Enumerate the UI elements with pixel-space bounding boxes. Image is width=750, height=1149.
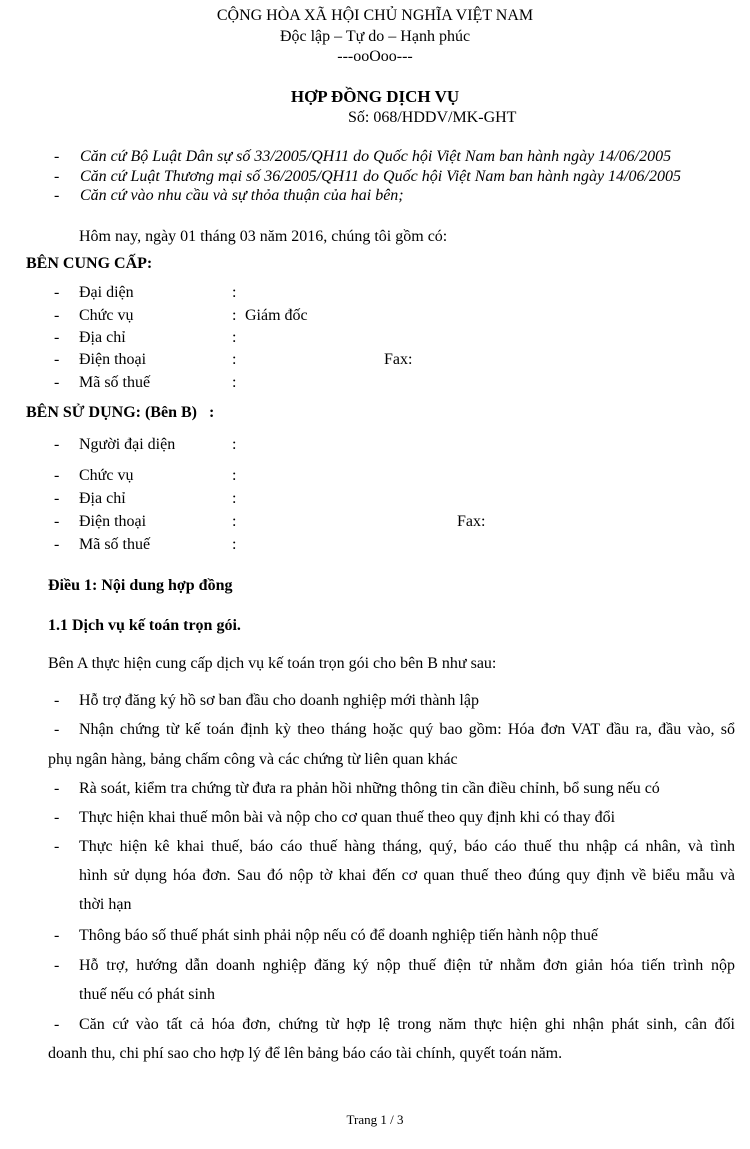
field-colon: : <box>232 351 237 368</box>
section-heading: 1.1 Dịch vụ kế toán trọn gói. <box>48 617 241 634</box>
field-label: Chức vụ <box>79 467 134 484</box>
list-item: Thực hiện kê khai thuế, báo cáo thuế hàng tháng, quý, báo cáo thuế thu nhập cá nhân, và tình <box>79 838 735 855</box>
bullet-dash: - <box>54 307 60 324</box>
basis-item: Căn cứ Bộ Luật Dân sự số 33/2005/QH11 do Quốc hội Việt Nam ban hành ngày 14/06/2005 <box>80 148 672 165</box>
field-label: Điện thoại <box>79 351 147 368</box>
contract-title: HỢP ĐỒNG DỊCH VỤ <box>290 87 460 106</box>
field-label: Mã số thuế <box>79 536 151 553</box>
bullet-dash: - <box>54 780 60 797</box>
bullet-dash: - <box>54 329 60 346</box>
basis-item: Căn cứ Luật Thương mại số 36/2005/QH11 do Quốc hội Việt Nam ban hành ngày 14/06/2005 <box>80 168 681 185</box>
list-item-continuation: thời hạn <box>79 896 132 913</box>
field-colon: : <box>232 467 237 484</box>
list-item: Hỗ trợ, hướng dẫn doanh nghiệp đăng ký nộp thuế điện tử nhằm đơn giản hóa tiến trình nộp <box>79 957 735 974</box>
list-item: Thực hiện khai thuế môn bài và nộp cho cơ quan thuế theo quy định khi có thay đổi <box>79 809 616 826</box>
fax-label: Fax: <box>457 513 486 530</box>
field-label: Mã số thuế <box>79 374 151 391</box>
field-colon: : <box>232 329 237 346</box>
bullet-dash: - <box>54 809 60 826</box>
bullet-dash: - <box>54 721 60 738</box>
field-colon: : <box>232 307 237 324</box>
ornament: ---ooOoo--- <box>337 48 413 65</box>
article-heading: Điều 1: Nội dung hợp đồng <box>48 577 233 594</box>
list-item: Rà soát, kiểm tra chứng từ đưa ra phản hồi những thông tin cần điều chỉnh, bổ sung nếu có <box>79 780 660 797</box>
bullet-dash: - <box>54 374 60 391</box>
bullet-dash: - <box>54 838 60 855</box>
field-colon: : <box>232 536 237 553</box>
field-label: Chức vụ <box>79 307 134 324</box>
list-item: Thông báo số thuế phát sinh phải nộp nếu có để doanh nghiệp tiến hành nộp thuế <box>79 927 599 944</box>
bullet-dash: - <box>54 187 60 204</box>
list-item-continuation: thuế nếu có phát sinh <box>79 986 215 1003</box>
page-number: Trang 1 / 3 <box>346 1112 404 1127</box>
field-label: Điện thoại <box>79 513 147 530</box>
list-item: Căn cứ vào tất cả hóa đơn, chứng từ hợp lệ trong năm thực hiện ghi nhận phát sinh, cân đối <box>79 1016 735 1033</box>
bullet-dash: - <box>54 168 60 185</box>
bullet-dash: - <box>54 513 60 530</box>
bullet-dash: - <box>54 436 60 453</box>
party-a-heading: BÊN CUNG CẤP: <box>26 255 153 272</box>
bullet-dash: - <box>54 692 60 709</box>
field-label: Đại diện <box>79 284 134 301</box>
bullet-dash: - <box>54 1016 60 1033</box>
list-item-continuation: phụ ngân hàng, bảng chấm công và các chứng từ liên quan khác <box>48 751 458 768</box>
field-label: Địa chỉ <box>79 490 126 507</box>
intro-text: Hôm nay, ngày 01 tháng 03 năm 2016, chúng tôi gồm có: <box>79 228 448 245</box>
party-b-heading: BÊN SỬ DỤNG: (Bên B) : <box>26 404 215 421</box>
bullet-dash: - <box>54 467 60 484</box>
bullet-dash: - <box>54 536 60 553</box>
list-item: Hỗ trợ đăng ký hồ sơ ban đầu cho doanh nghiệp mới thành lập <box>79 692 479 709</box>
field-colon: : <box>232 436 237 453</box>
list-item: Nhận chứng từ kế toán định kỳ theo tháng hoặc quý bao gồm: Hóa đơn VAT đầu ra, đầu vào, sổ <box>79 721 735 738</box>
motto: Độc lập – Tự do – Hạnh phúc <box>279 28 471 45</box>
fax-label: Fax: <box>384 351 413 368</box>
bullet-dash: - <box>54 490 60 507</box>
section-lead: Bên A thực hiện cung cấp dịch vụ kế toán trọn gói cho bên B như sau: <box>48 655 497 672</box>
bullet-dash: - <box>54 284 60 301</box>
field-colon: : <box>232 490 237 507</box>
contract-number: Số: 068/HDDV/MK-GHT <box>348 109 517 126</box>
field-colon: : <box>232 284 237 301</box>
bullet-dash: - <box>54 927 60 944</box>
basis-item: Căn cứ vào nhu cầu và sự thỏa thuận của hai bên; <box>80 187 404 204</box>
field-value: Giám đốc <box>245 307 308 324</box>
country-name: CỘNG HÒA XÃ HỘI CHỦ NGHĨA VIỆT NAM <box>216 7 534 24</box>
field-colon: : <box>232 374 237 391</box>
list-item-continuation: hình sử dụng hóa đơn. Sau đó nộp tờ khai đến cơ quan thuế theo đúng quy định về biểu mẫu và <box>79 867 735 884</box>
field-colon: : <box>232 513 237 530</box>
field-label: Người đại diện <box>79 436 176 453</box>
field-label: Địa chỉ <box>79 329 126 346</box>
bullet-dash: - <box>54 957 60 974</box>
bullet-dash: - <box>54 351 60 368</box>
bullet-dash: - <box>54 148 60 165</box>
list-item-continuation: doanh thu, chi phí sao cho hợp lý để lên bảng báo cáo tài chính, quyết toán năm. <box>48 1045 563 1062</box>
